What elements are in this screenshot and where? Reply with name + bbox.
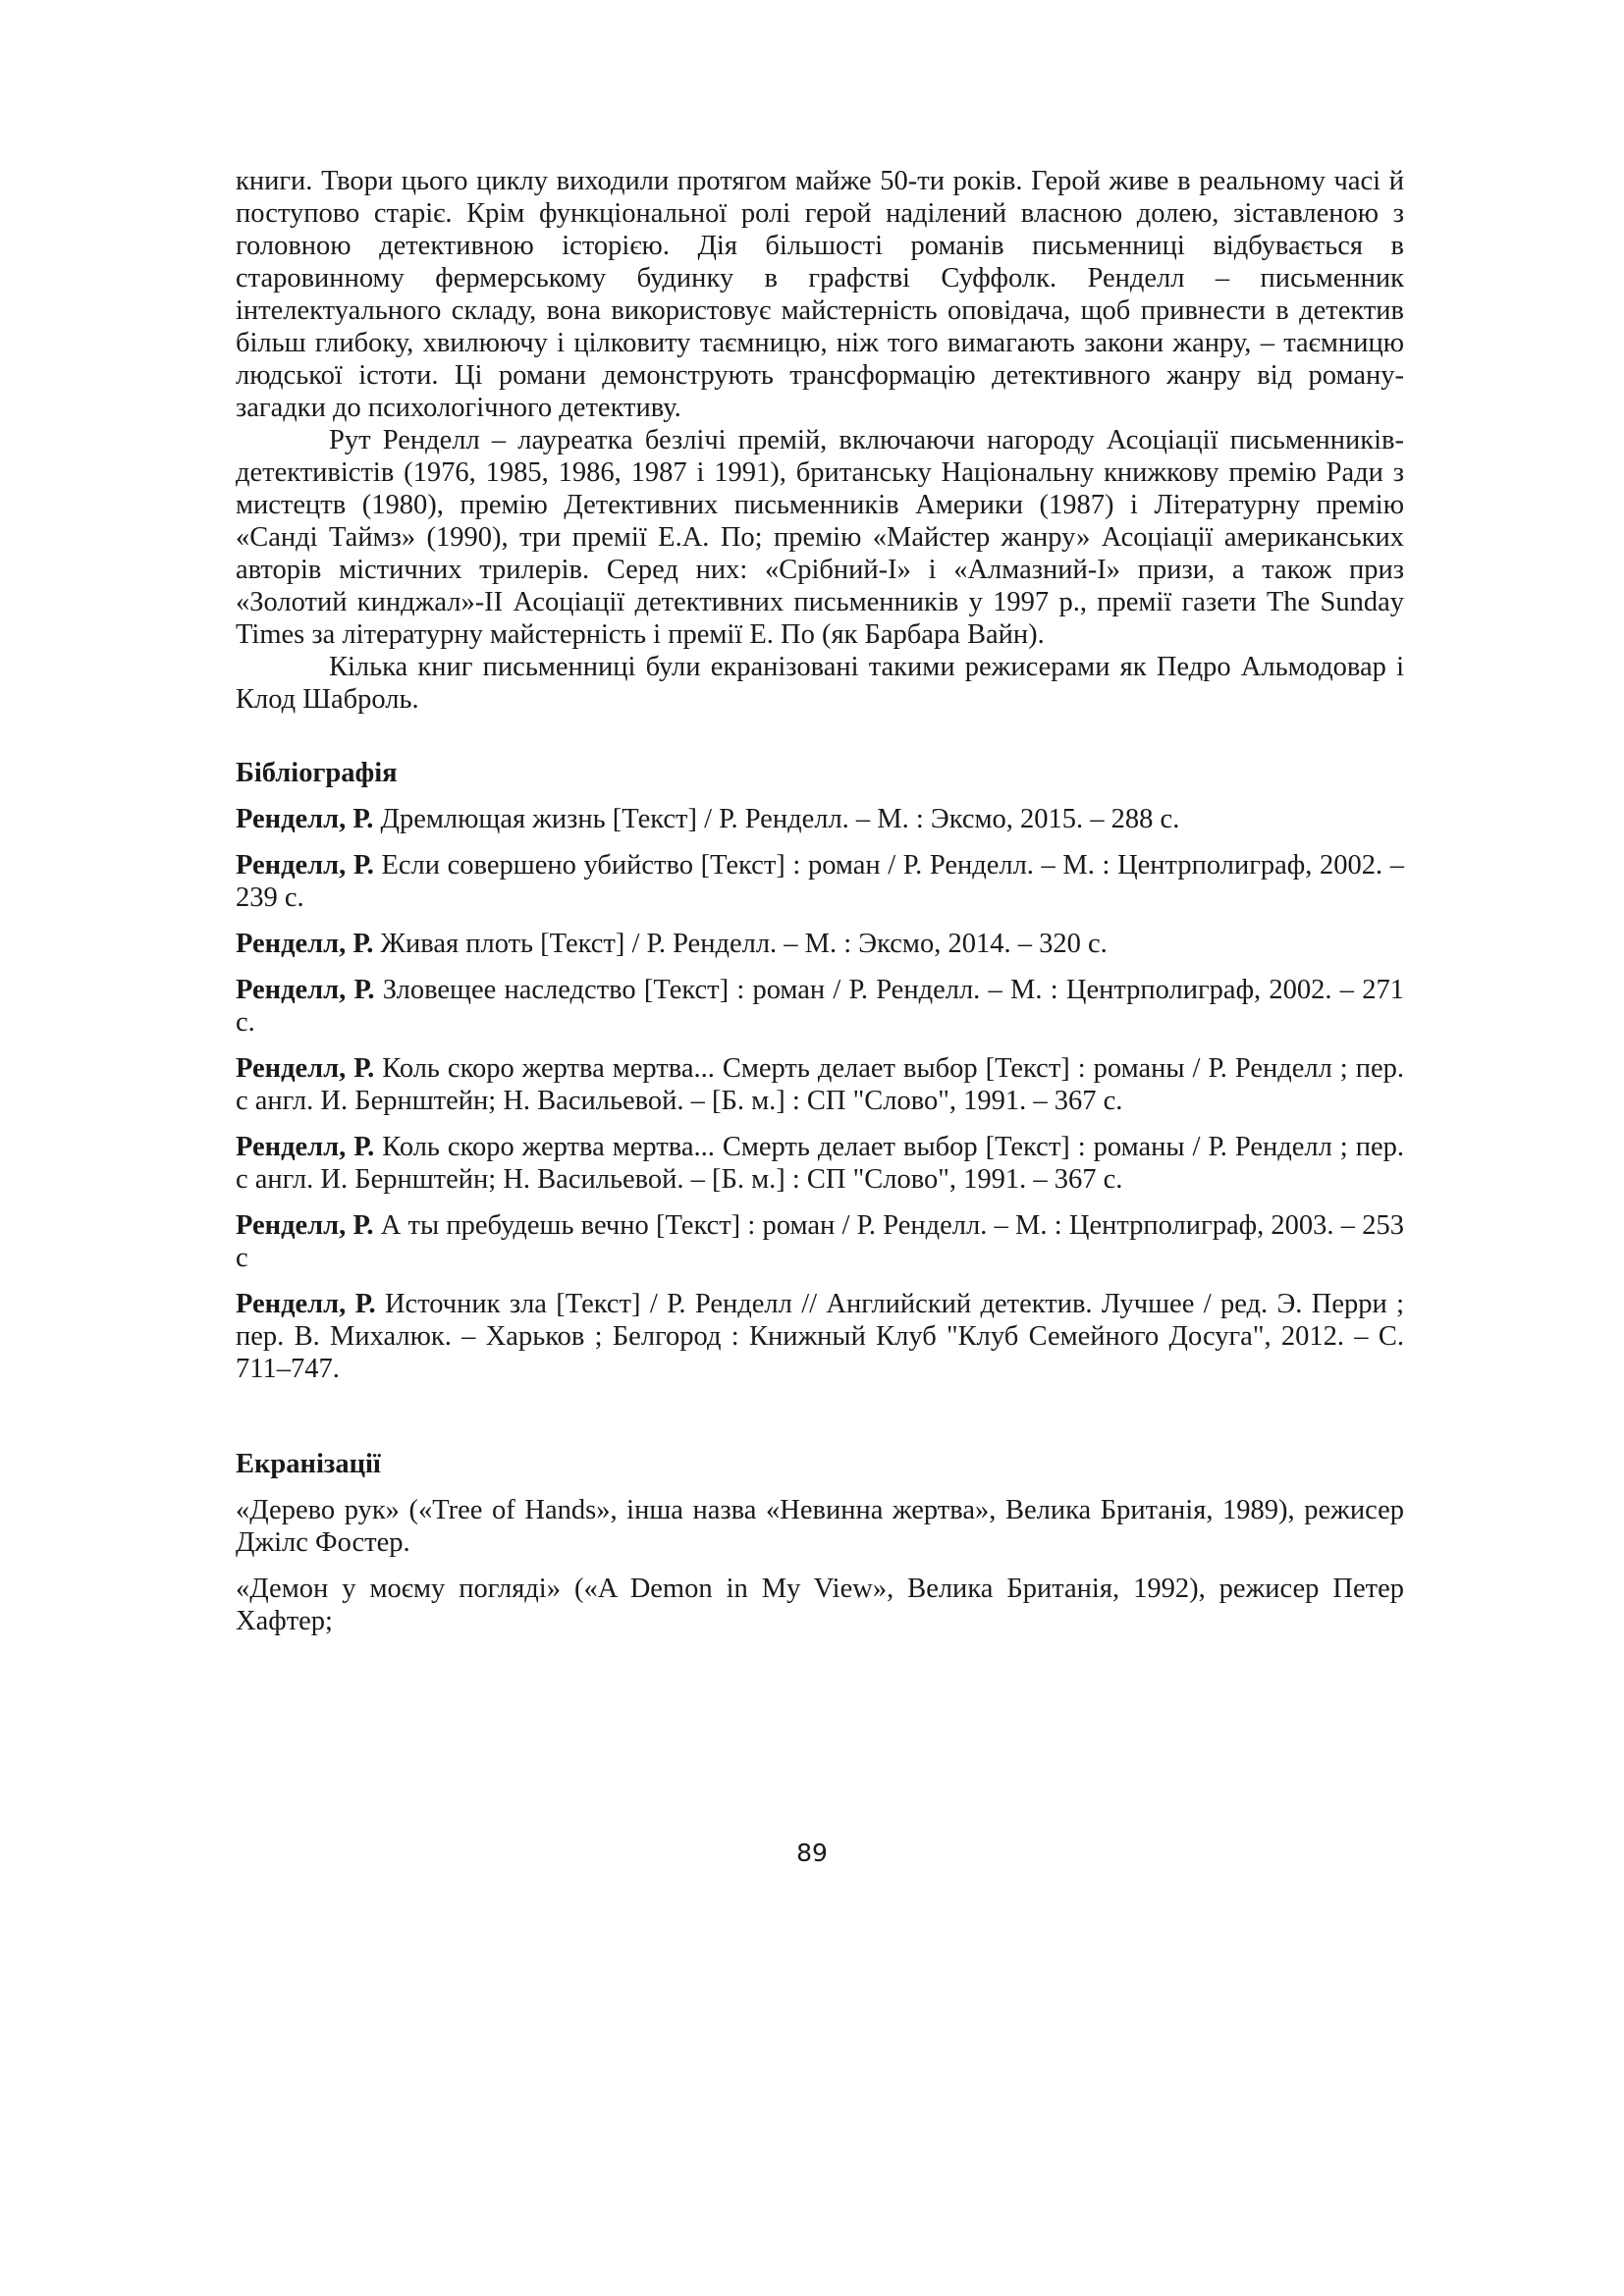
entry-author: Ренделл, Р. — [236, 1053, 375, 1084]
screening-entry: «Дерево рук» («Tree of Hands», інша назва «Невинна жертва», Велика Британія, 1989), режисер Джілс Фостер. — [236, 1495, 1404, 1558]
entry-author: Ренделл, Р. — [236, 1132, 375, 1162]
entry-text: Если совершено убийство [Текст] : роман / Р. Ренделл. – М. : Центрполиграф, 2002. – 239 с. — [236, 850, 1405, 913]
entry-text: Коль скоро жертва мертва... Смерть делает выбор [Текст] : романы / Р. Ренделл ; пер. с англ. И. Бернштейн; Н. Васильевой. – [Б. м.] : СП "Слово", 1991. – 367 с. — [236, 1132, 1405, 1195]
entry-author: Ренделл, Р. — [236, 929, 374, 959]
screenings-heading: Екранізації — [236, 1449, 381, 1479]
document-page — [236, 165, 1404, 1651]
entry-text: Коль скоро жертва мертва... Смерть делает выбор [Текст] : романы / Р. Ренделл ; пер. с англ. И. Бернштейн; Н. Васильевой. – [Б. м.] : СП "Слово", 1991. – 367 с. — [236, 1053, 1405, 1116]
entry-text: Зловещее наследство [Текст] : роман / Р. Ренделл. – М. : Центрполиграф, 2002. – 271 с. — [236, 975, 1404, 1038]
bibliography-entry — [236, 1052, 1404, 1117]
page-number: 89 — [796, 1839, 828, 1867]
bibliography-entry — [236, 1131, 1404, 1196]
body-paragraph: книги. Твори цього циклу виходили протягом майже 50-ти років. Герой живе в реальному часі й поступово старіє. Крім функціональної ролі герой наділений власною долею, зіставленою з головною детективною історією. Дія більшості романів письменниці відбувається в старовинному фермерському будинку в графстві Суффолк. Ренделл – письменник інтелектуального складу, вона використовує майстерність оповідача, щоб привнести в детектив більш глибоку, хвилюючу і цілковиту таємницю, ніж того вимагають закони жанру, – таємницю людської істоти. Ці романи демонструють трансформацію детективного жанру від роману-загадки до психологічного детективу. — [236, 166, 1404, 423]
entry-author: Ренделл, Р. — [236, 1289, 376, 1319]
entry-text: Живая плоть [Текст] / Р. Ренделл. – М. : Эксмо, 2014. – 320 с. — [373, 929, 1108, 959]
bibliography-entry — [236, 928, 1404, 960]
bibliography-list — [236, 803, 1404, 1385]
entry-text: А ты пребудешь вечно [Текст] : роман / Р. Ренделл. – М. : Центрполиграф, 2003. – 253 с — [236, 1210, 1405, 1273]
bibliography-entry — [236, 1288, 1404, 1385]
bibliography-heading: Бібліографія — [236, 758, 398, 788]
bibliography-entry — [236, 1209, 1404, 1274]
body-paragraph: Кілька книг письменниці були екранізовані такими режисерами як Педро Альмодовар і Клод Шаброль. — [236, 652, 1404, 715]
entry-text: Дремлющая жизнь [Текст] / Р. Ренделл. – М. : Эксмо, 2015. – 288 с. — [373, 804, 1180, 834]
bibliography-entry — [236, 849, 1404, 914]
screenings-list — [236, 1494, 1404, 1637]
bibliography-entry — [236, 974, 1404, 1039]
bibliography-entry — [236, 803, 1404, 835]
screening-entry: «Демон у моєму погляді» («A Demon in My View», Велика Британія, 1992), режисер Петер Хафтер; — [236, 1574, 1404, 1636]
entry-text: Источник зла [Текст] / Р. Ренделл // Английский детектив. Лучшее / ред. Э. Перри ; пер. В. Михалюк. – Харьков ; Белгород : Книжный Клуб "Клуб Семейного Досуга", 2012. – С. 711–747. — [236, 1289, 1404, 1384]
entry-author: Ренделл, Р. — [236, 804, 374, 834]
entry-author: Ренделл, Р. — [236, 975, 375, 1005]
entry-author: Ренделл, Р. — [236, 1210, 374, 1241]
entry-author: Ренделл, Р. — [236, 850, 374, 881]
body-paragraph: Рут Ренделл – лауреатка безлічі премій, включаючи нагороду Асоціації письменників-детективістів (1976, 1985, 1986, 1987 і 1991), британську Національну книжкову премію Ради з мистецтв (1980), премію Детективних письменників Америки (1987) і Літературну премію «Санді Таймз» (1990), три премії Е.А. По; премію «Майстер жанру» Асоціації американських авторів містичних трилерів. Серед них: «Срібний-І» і «Алмазний-І» призи, а також приз «Золотий кинджал»-ІІ Асоціації детективних письменників у 1997 р., премії газети The Sunday Times за літературну майстерність і премії Е. По (як Барбара Вайн). — [236, 425, 1404, 650]
